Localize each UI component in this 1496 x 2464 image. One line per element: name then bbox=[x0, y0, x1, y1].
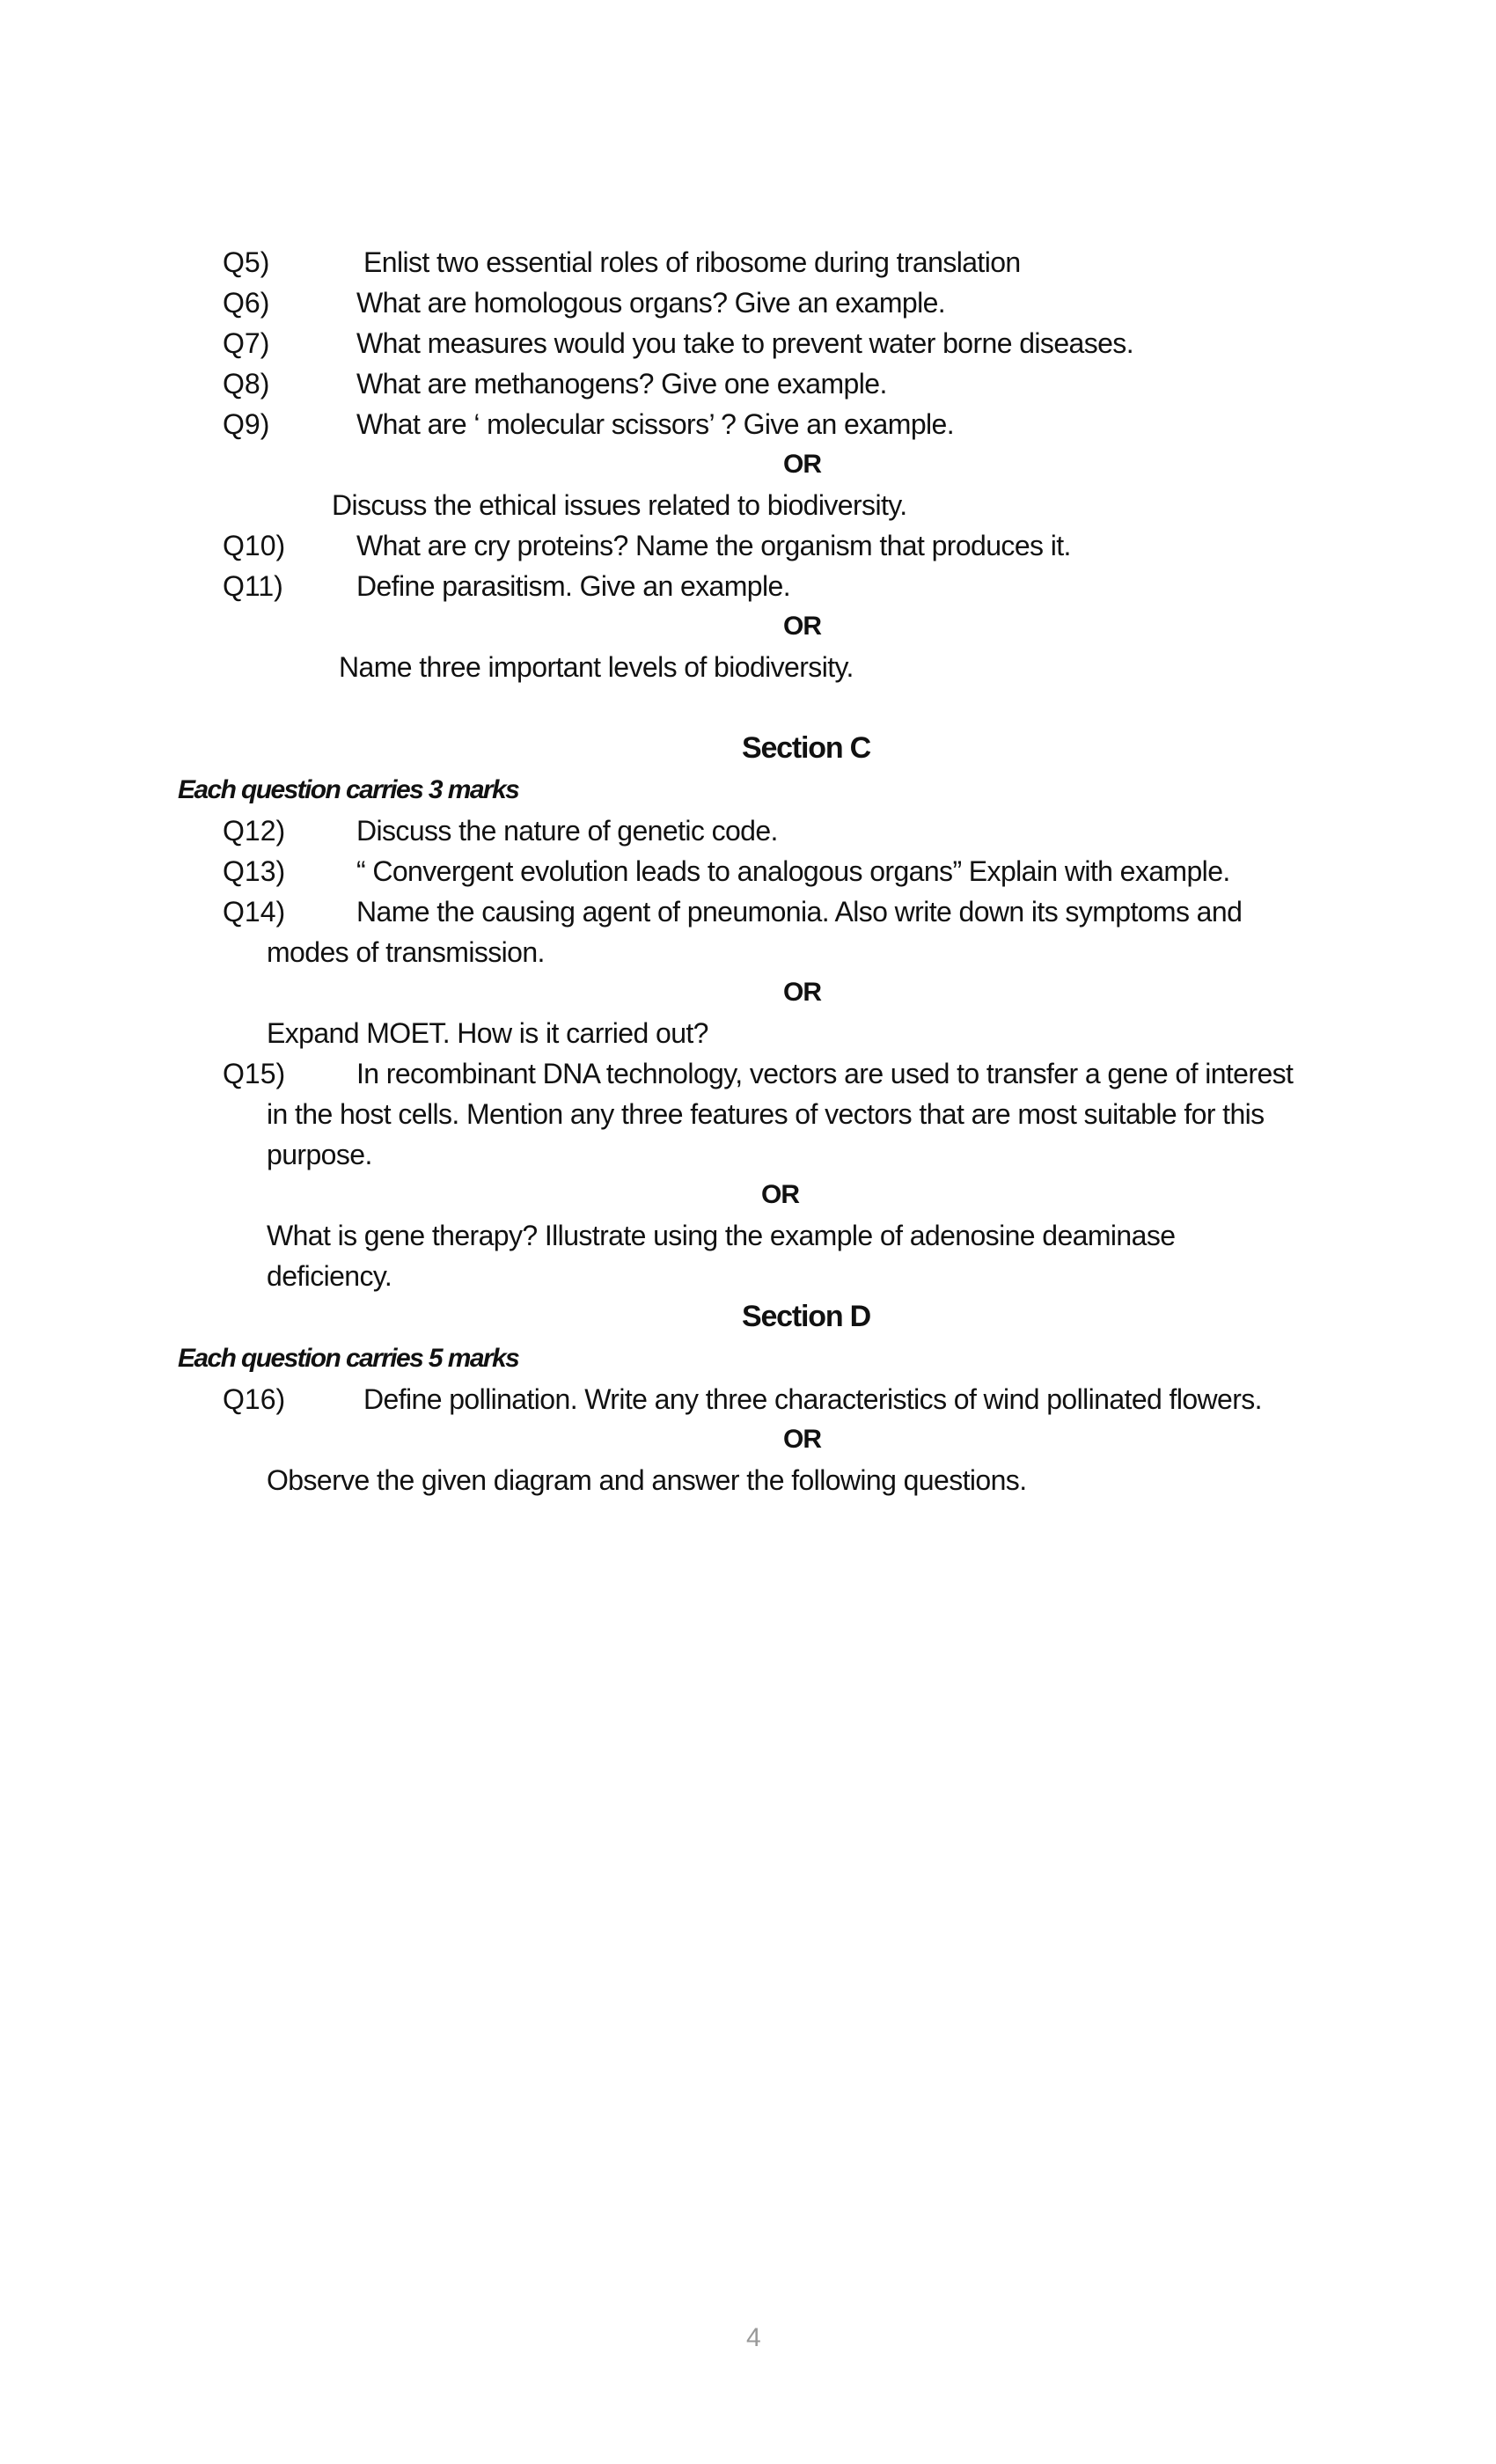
section-title-c: Section C bbox=[742, 731, 871, 765]
or-label: OR bbox=[783, 450, 821, 479]
question-or-text-q11: Name three important levels of biodiversity. bbox=[339, 651, 854, 683]
question-text-q5: Enlist two essential roles of ribosome during translation bbox=[363, 246, 1021, 278]
question-number-q16: Q16) bbox=[223, 1383, 286, 1415]
question-number-q13: Q13) bbox=[223, 855, 286, 887]
question-number-q10: Q10) bbox=[223, 530, 286, 561]
question-text-q15-line1: In recombinant DNA technology, vectors are used to transfer a gene of interest bbox=[356, 1058, 1294, 1089]
or-label: OR bbox=[761, 1180, 799, 1209]
question-or-text-q15-line1: What is gene therapy? Illustrate using the example of adenosine deaminase bbox=[267, 1220, 1176, 1251]
section-marks-d: Each question carries 5 marks bbox=[178, 1344, 519, 1373]
question-number-q12: Q12) bbox=[223, 815, 286, 847]
question-number-q5: Q5) bbox=[223, 246, 270, 278]
question-text-q15-line2: in the host cells. Mention any three features of vectors that are most suitable for this bbox=[267, 1098, 1265, 1130]
question-text-q15-line3: purpose. bbox=[267, 1139, 372, 1170]
question-text-q14-line1: Name the causing agent of pneumonia. Also write down its symptoms and bbox=[356, 896, 1243, 928]
question-number-q6: Q6) bbox=[223, 287, 270, 319]
or-label: OR bbox=[783, 978, 821, 1007]
question-text-q9: What are ‘ molecular scissors’ ? Give an example. bbox=[356, 408, 955, 440]
question-text-q7: What measures would you take to prevent water borne diseases. bbox=[356, 327, 1133, 359]
question-number-q7: Q7) bbox=[223, 327, 270, 359]
question-text-q13: “ Convergent evolution leads to analogous organs” Explain with example. bbox=[356, 855, 1230, 887]
question-number-q15: Q15) bbox=[223, 1058, 286, 1089]
question-number-q14: Q14) bbox=[223, 896, 286, 928]
question-text-q6: What are homologous organs? Give an example. bbox=[356, 287, 946, 319]
question-text-q8: What are methanogens? Give one example. bbox=[356, 368, 887, 400]
question-text-q12: Discuss the nature of genetic code. bbox=[356, 815, 778, 847]
question-or-text-q16: Observe the given diagram and answer the following questions. bbox=[267, 1464, 1027, 1496]
question-number-q11: Q11) bbox=[223, 570, 283, 602]
question-number-q8: Q8) bbox=[223, 368, 270, 400]
page-number: 4 bbox=[746, 2323, 761, 2352]
section-marks-c: Each question carries 3 marks bbox=[178, 775, 519, 804]
question-text-q16: Define pollination. Write any three characteristics of wind pollinated flowers. bbox=[363, 1383, 1262, 1415]
or-label: OR bbox=[783, 612, 821, 641]
question-text-q10: What are cry proteins? Name the organism that produces it. bbox=[356, 530, 1071, 561]
question-text-q14-line2: modes of transmission. bbox=[267, 936, 545, 968]
question-or-text-q9: Discuss the ethical issues related to biodiversity. bbox=[332, 489, 907, 521]
question-or-text-q15-line2: deficiency. bbox=[267, 1260, 392, 1292]
question-text-q11: Define parasitism. Give an example. bbox=[356, 570, 791, 602]
or-label: OR bbox=[783, 1425, 821, 1454]
question-or-text-q14: Expand MOET. How is it carried out? bbox=[267, 1017, 708, 1049]
section-title-d: Section D bbox=[742, 1300, 871, 1333]
question-number-q9: Q9) bbox=[223, 408, 270, 440]
